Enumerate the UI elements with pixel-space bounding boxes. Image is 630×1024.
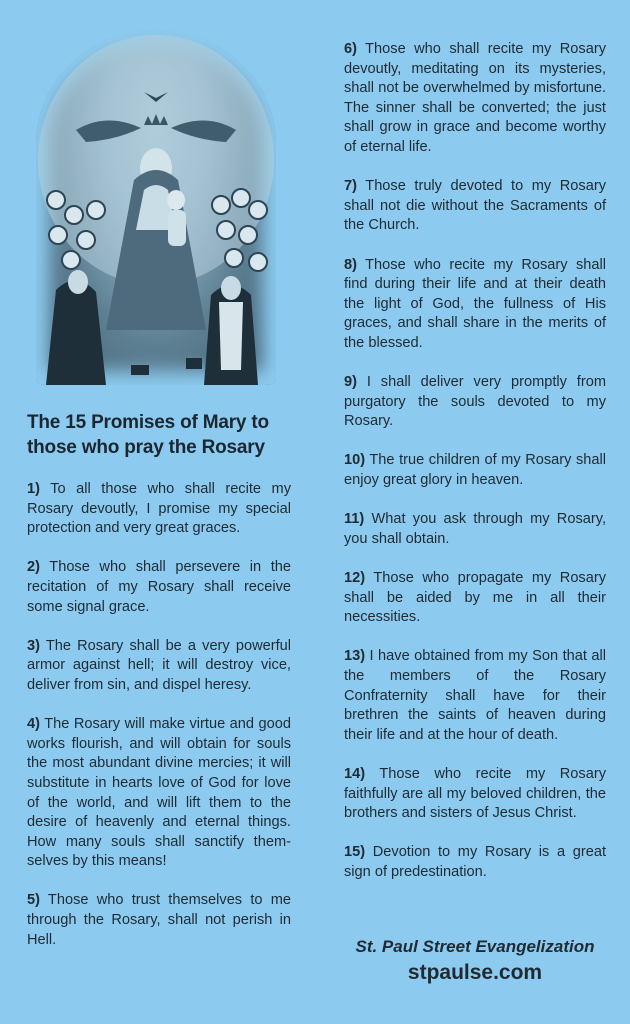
- promises-list-left: [27, 480, 291, 970]
- promise-item: [27, 715, 291, 872]
- promise-item: [344, 765, 606, 824]
- promise-item: [344, 373, 606, 432]
- promise-number: 13): [344, 648, 366, 665]
- promise-number: 15): [344, 844, 366, 861]
- page-title: [27, 410, 291, 460]
- promise-item: [344, 451, 606, 490]
- title-line-1: The 15 Promises of Mary to: [27, 412, 269, 433]
- madonna-painting-icon: [36, 30, 276, 385]
- website-link[interactable]: stpaulse.com: [407, 961, 543, 984]
- promise-item: [344, 40, 606, 158]
- promise-item: [344, 177, 606, 236]
- painting-illustration: [36, 30, 276, 385]
- promise-number: 10): [344, 452, 366, 469]
- promise-number: 4): [27, 716, 40, 733]
- promise-number: 14): [344, 765, 366, 782]
- promise-item: [27, 637, 291, 696]
- promise-text: Those who recite my Rosary faithfully are all my beloved children, the brothers and sisters of Jesus Christ.: [344, 765, 606, 822]
- title-line-2: those who pray the Rosary: [27, 437, 265, 458]
- promise-text: Devotion to my Rosary is a great sign of predestination.: [344, 844, 606, 880]
- promise-text: Those who shall persevere in the recitation of my Rosary shall receive some signal grace.: [27, 559, 291, 615]
- organization-name: St. Paul Street Evangelization: [355, 937, 595, 956]
- promise-number: 7): [344, 178, 357, 195]
- promise-number: 11): [344, 511, 365, 528]
- promise-text: Those who shall recite my Rosary devoutly, meditating on its mysteries, shall not be overwhelmed by misfortune. The sinner shall be converted; the just shall grow in grace and become worthy of eternal life.: [344, 41, 606, 155]
- promise-number: 6): [344, 41, 357, 57]
- promise-text: The Rosary will make virtue and good works flourish, and will obtain for souls the most abundant divine mercies; it will substitute in hearts love of God for love of the world, and will lift them to the desire of heavenly and eternal things. How many souls shall sanctify themselves by this means!: [27, 716, 291, 870]
- promise-item: [344, 647, 606, 745]
- footer: [344, 935, 606, 987]
- promise-text: The Rosary shall be a very powerful armor against hell; it will destroy vice, deliver from sin, and dispel heresy.: [27, 637, 291, 693]
- promise-item: [344, 510, 606, 549]
- promise-text: Those truly devoted to my Rosary shall not die without the Sacraments of the Church.: [344, 178, 606, 234]
- promise-number: 5): [27, 892, 40, 909]
- promise-text: To all those who shall recite my Rosary devoutly, I promise my special protection and very great graces.: [27, 481, 291, 537]
- promise-number: 12): [344, 570, 366, 587]
- promise-text: Those who trust themselves to me through the Rosary, shall not perish in Hell.: [27, 892, 291, 948]
- promise-item: [27, 480, 291, 539]
- promise-number: 1): [27, 481, 40, 497]
- promise-number: 9): [344, 374, 357, 391]
- promises-list-right: [344, 40, 606, 902]
- promise-item: [344, 843, 606, 882]
- promise-number: 8): [344, 256, 357, 273]
- promise-text: I shall deliver very promptly from purgatory the souls devoted to my Rosary.: [344, 374, 606, 430]
- promise-item: [27, 558, 291, 617]
- promise-item: [344, 256, 606, 354]
- promise-text: I have obtained from my Son that all the members of the Rosary Confraternity shall have for their brethren the saints of heaven during their life and at the hour of death.: [344, 648, 606, 743]
- promise-text: Those who recite my Rosary shall find during their life and at their death the light of God, the fullness of His graces, and shall share in the merits of the blessed.: [344, 256, 606, 351]
- promise-number: 2): [27, 559, 40, 576]
- promise-item: [27, 891, 291, 950]
- promise-item: [344, 569, 606, 628]
- promise-text: The true children of my Rosary shall enjoy great glory in heaven.: [344, 452, 606, 489]
- promise-text: Those who propagate my Rosary shall be aided by me in all their necessities.: [344, 570, 606, 626]
- promise-number: 3): [27, 637, 40, 654]
- promise-text: What you ask through my Rosary, you shall obtain.: [344, 511, 606, 547]
